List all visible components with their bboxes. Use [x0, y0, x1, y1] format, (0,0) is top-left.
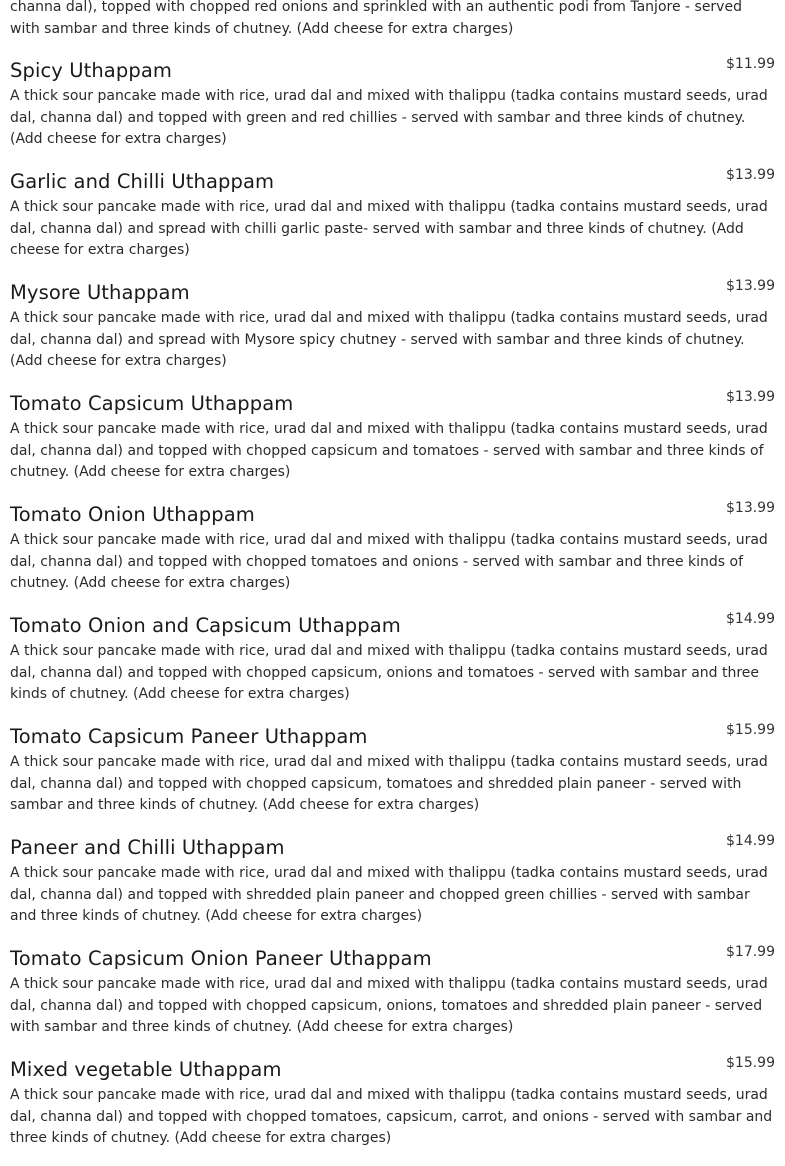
menu-item-price: $14.99	[726, 833, 775, 849]
menu-item[interactable]	[10, 835, 775, 941]
menu-item-description: A thick sour pancake made with rice, urad dal and mixed with thalippu (tadka contains mustard seeds, urad dal, channa dal) and topped with chopped tomatoes and onions - served with sambar and three kinds of chutney. (Add cheese for extra charges)	[10, 532, 768, 592]
menu-item-name: Garlic and Chilli Uthappam	[10, 170, 275, 193]
menu-item-description: A thick sour pancake made with rice, urad dal and mixed with thalippu (tadka contains mustard seeds, urad dal, channa dal) and topped with chopped capsicum, onions and tomatoes - served with sambar and three kinds of chutney. (Add cheese for extra charges)	[10, 643, 768, 703]
menu-item-price: $14.99	[726, 611, 775, 627]
menu-item-price: $13.99	[726, 278, 775, 294]
menu-item-description: A thick sour pancake made with rice, urad dal and mixed with thalippu (tadka contains mustard seeds, urad dal, channa dal) and spread with chilli garlic paste- served with sambar and three kinds of chutney. (Add cheese for extra charges)	[10, 199, 768, 259]
menu-item-price: $15.99	[726, 1055, 775, 1071]
menu-item-name: Mysore Uthappam	[10, 281, 190, 304]
menu-item-description: A thick sour pancake made with rice, urad dal and mixed with thalippu (tadka contains mustard seeds, urad dal, channa dal) and topped with chopped tomatoes, capsicum, carrot, and onions - served with sambar and three kinds of chutney. (Add cheese for extra charges)	[10, 1087, 773, 1147]
menu-item-description: A thick sour pancake made with rice, urad dal and mixed with thalippu (tadka contains mustard seeds, urad dal, channa dal) and spread with Mysore spicy chutney - served with sambar and three kinds of chutney. (Add cheese for extra charges)	[10, 310, 768, 370]
menu-item[interactable]	[10, 946, 775, 1052]
menu-item[interactable]	[10, 613, 775, 719]
menu-item-price: $11.99	[726, 56, 775, 72]
menu-item[interactable]	[10, 169, 775, 275]
menu-item-name: Paneer and Chilli Uthappam	[10, 836, 285, 859]
menu-item-description: A thick sour pancake made with rice, urad dal and mixed with thalippu (tadka contains mustard seeds, urad dal, channa dal) and topped with shredded plain paneer and chopped green chillies - served with sambar and three kinds of chutney. (Add cheese for extra charges)	[10, 865, 768, 925]
menu-item-name: Spicy Uthappam	[10, 59, 172, 82]
menu-item-price: $13.99	[726, 167, 775, 183]
menu-item-price: $15.99	[726, 722, 775, 738]
menu-item-name: Tomato Capsicum Uthappam	[10, 392, 294, 415]
menu-item[interactable]	[10, 391, 775, 497]
menu-item-price: $13.99	[726, 500, 775, 516]
menu-item[interactable]	[10, 502, 775, 608]
menu-item-price: $17.99	[726, 944, 775, 960]
previous-item-description-fragment: channa dal), topped with chopped red onions and sprinkled with an authentic podi from Tanjore - served with sambar and three kinds of chutney. (Add cheese for extra charges)	[10, 0, 742, 37]
menu-item-name: Mixed vegetable Uthappam	[10, 1058, 282, 1081]
menu-item-name: Tomato Capsicum Paneer Uthappam	[10, 725, 368, 748]
menu-item-description: A thick sour pancake made with rice, urad dal and mixed with thalippu (tadka contains mustard seeds, urad dal, channa dal) and topped with green and red chillies - served with sambar and three kinds of chutney. (Add cheese for extra charges)	[10, 88, 768, 148]
menu-item-description: A thick sour pancake made with rice, urad dal and mixed with thalippu (tadka contains mustard seeds, urad dal, channa dal) and topped with chopped capsicum, onions, tomatoes and shredded plain paneer - served with sambar and three kinds of chutney. (Add cheese for extra charges)	[10, 976, 768, 1036]
menu-item-description: A thick sour pancake made with rice, urad dal and mixed with thalippu (tadka contains mustard seeds, urad dal, channa dal) and topped with chopped capsicum and tomatoes - served with sambar and three kinds of chutney. (Add cheese for extra charges)	[10, 421, 768, 481]
menu-item-name: Tomato Onion Uthappam	[10, 503, 255, 526]
menu-item[interactable]	[10, 724, 775, 830]
menu-item-name: Tomato Capsicum Onion Paneer Uthappam	[10, 947, 432, 970]
menu-item-price: $13.99	[726, 389, 775, 405]
menu-item-description: A thick sour pancake made with rice, urad dal and mixed with thalippu (tadka contains mustard seeds, urad dal, channa dal) and topped with chopped capsicum, tomatoes and shredded plain paneer - served with sambar and three kinds of chutney. (Add cheese for extra charges)	[10, 754, 768, 814]
menu-item[interactable]	[10, 1057, 775, 1163]
menu-item[interactable]	[10, 280, 775, 386]
menu-item-name: Tomato Onion and Capsicum Uthappam	[10, 614, 401, 637]
menu-item[interactable]	[10, 58, 775, 164]
